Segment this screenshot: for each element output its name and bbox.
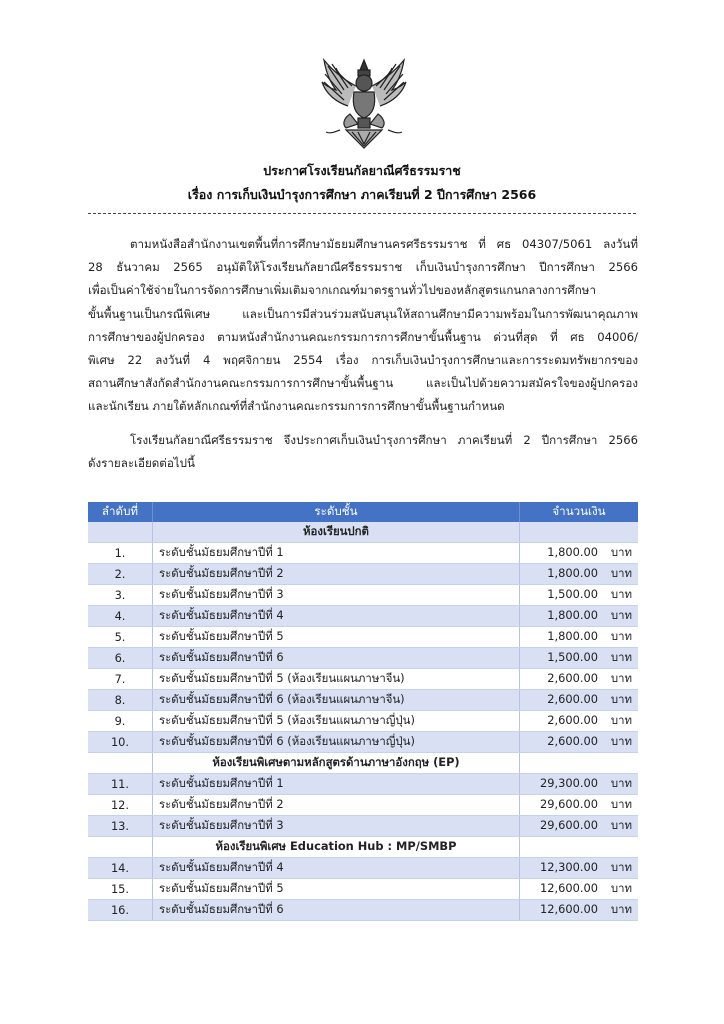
currency-label: บาท	[610, 881, 632, 895]
fee-amount: 29,600.00	[540, 797, 598, 811]
paragraph-line: และนักเรียน ภายใต้หลักเกณฑ์ที่สำนักงานคณะกรรมการการศึกษาขั้นพื้นฐานกำหนด	[88, 399, 505, 414]
row-number: 9.	[88, 711, 153, 732]
row-number: 11.	[88, 774, 153, 795]
currency-label: บาท	[610, 650, 632, 664]
fee-amount-cell	[520, 732, 639, 753]
fee-amount: 12,300.00	[540, 860, 598, 874]
grade-level: ระดับชั้นมัธยมศึกษาปีที่ 6	[153, 900, 520, 921]
grade-level: ระดับชั้นมัธยมศึกษาปีที่ 5 (ห้องเรียนแผนภาษาจีน)	[153, 669, 520, 690]
header-amount: จำนวนเงิน	[520, 502, 639, 522]
currency-label: บาท	[610, 692, 632, 706]
fee-amount: 1,800.00	[547, 629, 598, 643]
fee-amount: 2,600.00	[547, 692, 598, 706]
section-amount-cell	[520, 837, 639, 858]
fee-amount: 1,800.00	[547, 608, 598, 622]
paragraph-line: ขั้นพื้นฐานเป็นกรณีพิเศษ และเป็นการมีส่วนร่วมสนับสนุนให้สถานศึกษามีความพร้อมในการพัฒนาคุณภาพ	[88, 306, 638, 321]
fee-amount-cell	[520, 543, 639, 564]
fee-table	[88, 502, 638, 921]
table-row	[88, 606, 638, 627]
table-row	[88, 858, 638, 879]
fee-amount-cell	[520, 711, 639, 732]
currency-label: บาท	[610, 671, 632, 685]
table-row	[88, 564, 638, 585]
currency-label: บาท	[610, 545, 632, 559]
row-number: 13.	[88, 816, 153, 837]
table-row	[88, 795, 638, 816]
fee-table-body	[88, 522, 638, 921]
table-row	[88, 711, 638, 732]
announcement-title: ประกาศโรงเรียนกัลยาณีศรีธรรมราช	[263, 163, 461, 178]
garuda-emblem-icon	[314, 56, 414, 152]
paragraph-line: ดังรายละเอียดต่อไปนี้	[88, 456, 195, 471]
currency-label: บาท	[610, 587, 632, 601]
row-number: 16.	[88, 900, 153, 921]
row-number: 12.	[88, 795, 153, 816]
fee-amount-cell	[520, 858, 639, 879]
table-row	[88, 816, 638, 837]
paragraph-line: เพื่อเป็นค่าใช้จ่ายในการจัดการศึกษาเพิ่มเติมจากเกณฑ์มาตรฐานทั่วไปของหลักสูตรแกนกลางการศึกษา	[88, 283, 596, 298]
row-number: 8.	[88, 690, 153, 711]
fee-amount: 29,600.00	[540, 818, 598, 832]
paragraph-line: 28 ธันวาคม 2565 อนุมัติให้โรงเรียนกัลยาณีศรีธรรมราช เก็บเงินบำรุงการศึกษา ปีการศึกษา 2566	[88, 260, 638, 275]
paragraph-2	[88, 429, 638, 475]
header-no: ลำดับที่	[88, 502, 153, 522]
header-level: ระดับชั้น	[153, 502, 520, 522]
fee-amount: 12,600.00	[540, 881, 598, 895]
section-no-cell	[88, 753, 153, 774]
section-title: ห้องเรียนปกติ	[153, 522, 520, 543]
row-number: 2.	[88, 564, 153, 585]
fee-amount-cell	[520, 669, 639, 690]
section-header-row	[88, 753, 638, 774]
row-number: 4.	[88, 606, 153, 627]
grade-level: ระดับชั้นมัธยมศึกษาปีที่ 2	[153, 795, 520, 816]
grade-level: ระดับชั้นมัธยมศึกษาปีที่ 5	[153, 879, 520, 900]
fee-amount: 2,600.00	[547, 713, 598, 727]
section-no-cell	[88, 522, 153, 543]
dashed-divider	[88, 213, 636, 214]
fee-amount: 12,600.00	[540, 902, 598, 916]
table-row	[88, 543, 638, 564]
paragraph-1	[88, 233, 638, 419]
currency-label: บาท	[610, 797, 632, 811]
grade-level: ระดับชั้นมัธยมศึกษาปีที่ 2	[153, 564, 520, 585]
section-header-row	[88, 837, 638, 858]
grade-level: ระดับชั้นมัธยมศึกษาปีที่ 1	[153, 543, 520, 564]
section-title: ห้องเรียนพิเศษ Education Hub : MP/SMBP	[153, 837, 520, 858]
row-number: 14.	[88, 858, 153, 879]
paragraph-line: พิเศษ 22 ลงวันที่ 4 พฤศจิกายน 2554 เรื่อง การเก็บเงินบำรุงการศึกษาและการระดมทรัพยากรของ	[88, 353, 638, 368]
grade-level: ระดับชั้นมัธยมศึกษาปีที่ 3	[153, 816, 520, 837]
currency-label: บาท	[610, 566, 632, 580]
table-row	[88, 900, 638, 921]
fee-amount-cell	[520, 606, 639, 627]
fee-amount-cell	[520, 774, 639, 795]
row-number: 15.	[88, 879, 153, 900]
fee-amount: 2,600.00	[547, 671, 598, 685]
paragraph-line: ตามหนังสือสำนักงานเขตพื้นที่การศึกษามัธยมศึกษานครศรีธรรมราช ที่ ศธ 04307/5061 ลงวันที่	[130, 237, 638, 251]
grade-level: ระดับชั้นมัธยมศึกษาปีที่ 4	[153, 858, 520, 879]
announcement-subject: เรื่อง การเก็บเงินบำรุงการศึกษา ภาคเรียนที่ 2 ปีการศึกษา 2566	[187, 187, 537, 202]
grade-level: ระดับชั้นมัธยมศึกษาปีที่ 4	[153, 606, 520, 627]
fee-amount-cell	[520, 879, 639, 900]
currency-label: บาท	[610, 818, 632, 832]
fee-amount-cell	[520, 585, 639, 606]
row-number: 6.	[88, 648, 153, 669]
section-title: ห้องเรียนพิเศษตามหลักสูตรด้านภาษาอังกฤษ (EP)	[153, 753, 520, 774]
fee-amount-cell	[520, 795, 639, 816]
table-row	[88, 774, 638, 795]
row-number: 1.	[88, 543, 153, 564]
grade-level: ระดับชั้นมัธยมศึกษาปีที่ 3	[153, 585, 520, 606]
fee-amount-cell	[520, 627, 639, 648]
grade-level: ระดับชั้นมัธยมศึกษาปีที่ 5	[153, 627, 520, 648]
currency-label: บาท	[610, 776, 632, 790]
fee-amount-cell	[520, 816, 639, 837]
fee-amount-cell	[520, 564, 639, 585]
grade-level: ระดับชั้นมัธยมศึกษาปีที่ 6 (ห้องเรียนแผนภาษาญี่ปุ่น)	[153, 732, 520, 753]
fee-amount: 29,300.00	[540, 776, 598, 790]
currency-label: บาท	[610, 902, 632, 916]
fee-amount-cell	[520, 690, 639, 711]
currency-label: บาท	[610, 608, 632, 622]
grade-level: ระดับชั้นมัธยมศึกษาปีที่ 6	[153, 648, 520, 669]
grade-level: ระดับชั้นมัธยมศึกษาปีที่ 1	[153, 774, 520, 795]
row-number: 7.	[88, 669, 153, 690]
table-row	[88, 648, 638, 669]
table-row	[88, 585, 638, 606]
row-number: 3.	[88, 585, 153, 606]
table-row	[88, 627, 638, 648]
table-row	[88, 690, 638, 711]
fee-amount: 1,800.00	[547, 566, 598, 580]
section-amount-cell	[520, 522, 639, 543]
fee-amount-cell	[520, 900, 639, 921]
currency-label: บาท	[610, 860, 632, 874]
paragraph-line: การศึกษาของผู้ปกครอง ตามหนังสำนักงานคณะกรรมการการศึกษาขั้นพื้นฐาน ด่วนที่สุด ที่ ศธ 04006/	[88, 329, 638, 344]
row-number: 5.	[88, 627, 153, 648]
table-row	[88, 732, 638, 753]
row-number: 10.	[88, 732, 153, 753]
currency-label: บาท	[610, 734, 632, 748]
section-amount-cell	[520, 753, 639, 774]
table-header-row	[88, 502, 638, 522]
paragraph-line: สถานศึกษาสังกัดสำนักงานคณะกรรมการการศึกษาขั้นพื้นฐาน และเป็นไปด้วยความสมัครใจของผู้ปกครอง	[88, 376, 638, 391]
fee-amount: 1,500.00	[547, 650, 598, 664]
section-no-cell	[88, 837, 153, 858]
currency-label: บาท	[610, 713, 632, 727]
currency-label: บาท	[610, 629, 632, 643]
fee-amount-cell	[520, 648, 639, 669]
table-row	[88, 879, 638, 900]
grade-level: ระดับชั้นมัธยมศึกษาปีที่ 5 (ห้องเรียนแผนภาษาญี่ปุ่น)	[153, 711, 520, 732]
grade-level: ระดับชั้นมัธยมศึกษาปีที่ 6 (ห้องเรียนแผนภาษาจีน)	[153, 690, 520, 711]
section-header-row	[88, 522, 638, 543]
fee-amount: 1,800.00	[547, 545, 598, 559]
fee-amount: 1,500.00	[547, 587, 598, 601]
fee-amount: 2,600.00	[547, 734, 598, 748]
paragraph-line: โรงเรียนกัลยาณีศรีธรรมราช จึงประกาศเก็บเงินบำรุงการศึกษา ภาคเรียนที่ 2 ปีการศึกษา 2566	[130, 433, 638, 447]
table-row	[88, 669, 638, 690]
